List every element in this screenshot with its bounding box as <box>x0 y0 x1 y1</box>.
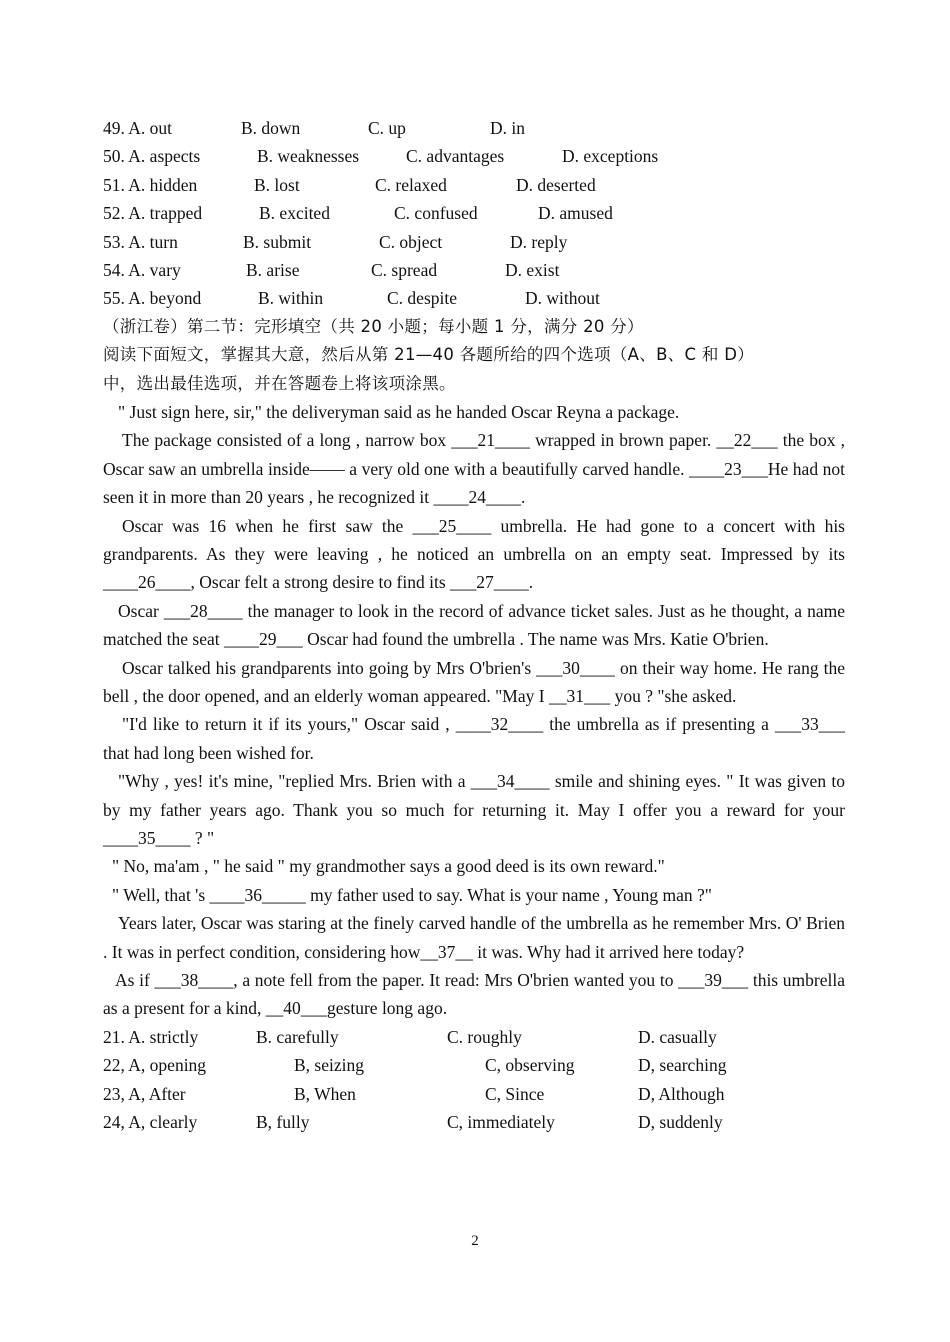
option-row-51 <box>103 171 845 199</box>
option-row-21 <box>103 1023 845 1051</box>
option-row-49 <box>103 114 845 142</box>
option-d: D. exceptions <box>562 146 659 167</box>
option-b: B, fully <box>256 1112 310 1133</box>
option-c: C. up <box>368 118 406 138</box>
document-page <box>103 114 845 1136</box>
option-d: D. exist <box>505 259 560 280</box>
instruction-line: 中，选出最佳选项，并在答题卷上将该项涂黑。 <box>103 373 456 393</box>
instruction-line: 阅读下面短文，掌握其大意，然后从第 21—40 各题所给的四个选项（A、B、C 和 D） <box>103 345 755 365</box>
option-d: D. deserted <box>516 174 596 195</box>
passage-paragraph: "I'd like to return it if its yours," Oscar said , ____32____ the umbrella as if presenting a ___33___ that had long been wished for. <box>103 714 845 763</box>
option-c: C. advantages <box>406 146 505 167</box>
option-a: 51. A. hidden <box>103 174 198 195</box>
option-a: 55. A. beyond <box>103 288 202 309</box>
option-c: C, Since <box>485 1083 545 1104</box>
passage-paragraph: Years later, Oscar was staring at the finely carved handle of the umbrella as he remember Mrs. O' Brien . It was in perfect condition, considering how__37__ it was. Why had it arrived here today? <box>103 913 845 962</box>
passage-paragraph: Oscar ___28____ the manager to look in the record of advance ticket sales. Just as he thought, a name matched the seat ____29___ Oscar had found the umbrella . The name was Mrs. Katie O'brien. <box>103 600 845 650</box>
option-d: D, suddenly <box>638 1112 723 1133</box>
option-c: C. relaxed <box>375 174 447 195</box>
option-b: B. excited <box>259 203 330 224</box>
option-c: C. confused <box>394 203 478 224</box>
option-c: C. roughly <box>447 1026 522 1047</box>
option-b: B. lost <box>254 174 300 195</box>
option-a: 52. A. trapped <box>103 203 203 224</box>
option-b: B, When <box>294 1083 356 1104</box>
option-a: 21. A. strictly <box>103 1026 199 1047</box>
option-b: B. carefully <box>256 1026 339 1047</box>
option-b: B. down <box>241 118 301 138</box>
option-b: B. arise <box>246 259 300 280</box>
passage-paragraph: "Why , yes! it's mine, "replied Mrs. Brien with a ___34____ smile and shining eyes. " It was given to by my father years ago. Thank you so much for returning it. May I offer you a reward for your ____35____ ? " <box>103 771 845 848</box>
section-header: （浙江卷）第二节：完形填空（共 20 小题；每小题 1 分，满分 20 分） <box>103 316 644 336</box>
option-a: 49. A. out <box>103 118 173 138</box>
option-a: 23, A, After <box>103 1083 186 1104</box>
option-b: B. within <box>258 288 324 309</box>
passage-paragraph: Oscar talked his grandparents into going by Mrs O'brien's ___30____ on their way home. He rang the bell , the door opened, and an elderly woman appeared. "May I __31___ you ? "she asked. <box>103 657 845 706</box>
option-row-54 <box>103 256 845 284</box>
option-b: B, seizing <box>294 1055 364 1076</box>
passage-paragraph: As if ___38____, a note fell from the paper. It read: Mrs O'brien wanted you to ___39___ this umbrella as a present for a kind, __40___gesture long ago. <box>103 970 845 1019</box>
option-row-50 <box>103 142 845 170</box>
option-c: C. despite <box>387 288 457 309</box>
option-a: 50. A. aspects <box>103 146 201 167</box>
option-d: D. reply <box>510 231 568 252</box>
option-c: C. object <box>379 231 443 252</box>
passage-paragraph: " Just sign here, sir," the deliveryman said as he handed Oscar Reyna a package. <box>118 401 680 422</box>
passage-paragraph: " Well, that 's ____36_____ my father used to say. What is your name , Young man ?" <box>112 884 712 905</box>
option-d: D, searching <box>638 1055 727 1076</box>
passage-paragraph: Oscar was 16 when he first saw the ___25____ umbrella. He had gone to a concert with his grandparents. As they were leaving , he noticed an umbrella on an empty seat. Impressed by its ____26____, Oscar felt a strong desire to find its ___27____. <box>103 515 845 593</box>
option-row-23 <box>103 1080 845 1108</box>
option-d: D. casually <box>638 1026 717 1047</box>
passage-paragraph: " No, ma'am , " he said " my grandmother says a good deed is its own reward." <box>112 856 665 877</box>
option-d: D. without <box>525 288 600 309</box>
option-c: C. spread <box>371 259 438 280</box>
option-row-55 <box>103 284 845 312</box>
option-row-24 <box>103 1108 845 1136</box>
option-row-52 <box>103 199 845 227</box>
option-c: C, observing <box>485 1055 575 1076</box>
passage-paragraph: The package consisted of a long , narrow box ___21____ wrapped in brown paper. __22___ the box , Oscar saw an umbrella inside—— a very old one with a beautifully carved handle. ____23___He had not seen it in more than 20 years , he recognized it ____24____. <box>103 430 845 508</box>
option-a: 24, A, clearly <box>103 1112 198 1133</box>
option-c: C, immediately <box>447 1112 555 1133</box>
option-b: B. weaknesses <box>257 146 360 167</box>
option-d: D. in <box>490 118 525 138</box>
page-number: 2 <box>471 1233 479 1249</box>
option-row-22 <box>103 1051 845 1079</box>
option-d: D. amused <box>538 203 613 224</box>
option-a: 54. A. vary <box>103 259 181 280</box>
option-row-53 <box>103 228 845 256</box>
option-a: 22, A, opening <box>103 1055 207 1076</box>
option-b: B. submit <box>243 231 312 252</box>
option-a: 53. A. turn <box>103 231 178 252</box>
option-d: D, Although <box>638 1083 725 1104</box>
